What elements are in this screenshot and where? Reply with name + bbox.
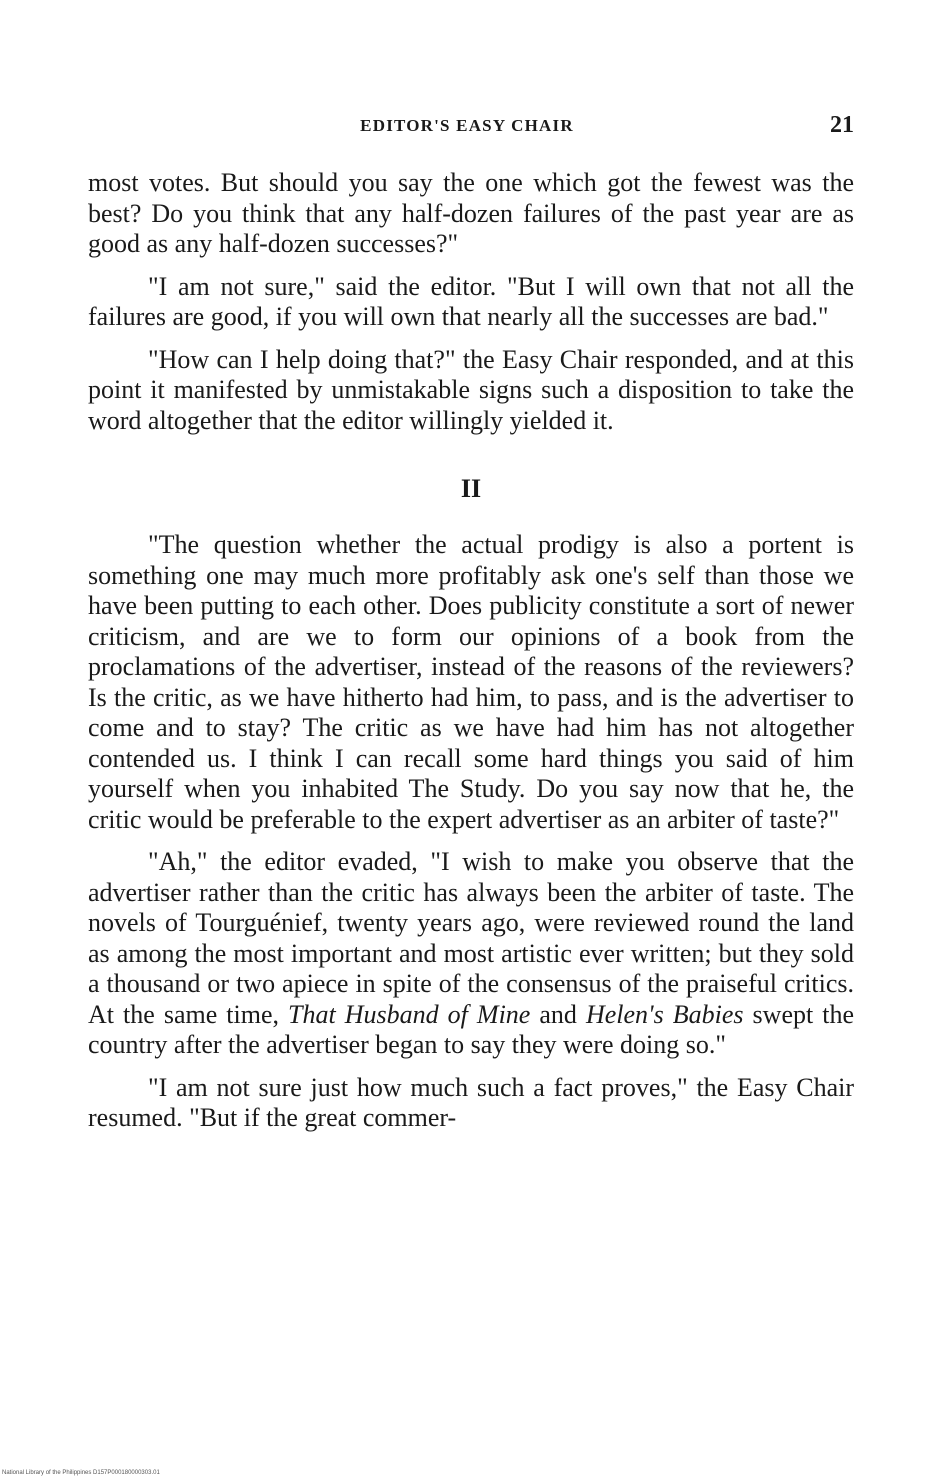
paragraph: most votes. But should you say the one which got the fewest was the best? Do you think that any half-dozen failures of the past year are as good as any half-dozen successes?" (88, 168, 854, 258)
paragraph (88, 847, 854, 1061)
paragraph-text: and (530, 999, 586, 1029)
book-title: Helen's Babies (585, 999, 744, 1029)
page-number: 21 (830, 112, 854, 138)
paragraph: "The question whether the actual prodigy is also a portent is something one may much more profitably ask one's self than those we have been putting to each other. Does publicity constitute a sort of newer criticism, and are we to form our opinions of a book from the proclamations of the advertiser, instead of the reasons of the reviewers? Is the critic, as we have hitherto had him, to pass, and is the advertiser to come and to stay? The critic as we have had him has not altogether contended us. I think I can recall some hard things you said of him yourself when you inhabited The Study. Do you say now that he, the critic would be preferable to the expert advertiser as an arbiter of taste?" (88, 530, 854, 834)
paragraph: "I am not sure," said the editor. "But I will own that not all the failures are good, if you will own that nearly all the successes are bad." (88, 271, 854, 331)
book-title: That Husband of Mine (288, 999, 531, 1029)
paragraph-text: swept the country after the advertiser began to say they were doing so." (88, 999, 855, 1059)
paragraph-text: "Ah," the editor evaded, "I wish to make you observe that the advertiser rather than the critic has always been the arbiter of taste. The novels of Tourguénief, twenty years ago, were reviewed round the land as among the most important and most artistic ever written; but they sold a thousand or two apiece in spite of the consensus of the praiseful critics. At the same time, (88, 847, 854, 1029)
running-title: EDITOR'S EASY CHAIR (360, 116, 574, 135)
body-text (88, 168, 854, 1146)
running-head (0, 112, 934, 142)
scan-credit: National Library of the Philippines D157P000180000303.01 (2, 1470, 160, 1476)
section-heading: II (460, 474, 482, 503)
paragraph: "How can I help doing that?" the Easy Chair responded, and at this point it manifested by unmistakable signs such a disposition to take the word altogether that the editor willingly yielded it. (88, 344, 854, 435)
paragraph: "I am not sure just how much such a fact proves," the Easy Chair resumed. "But if the great commer- (88, 1072, 854, 1132)
